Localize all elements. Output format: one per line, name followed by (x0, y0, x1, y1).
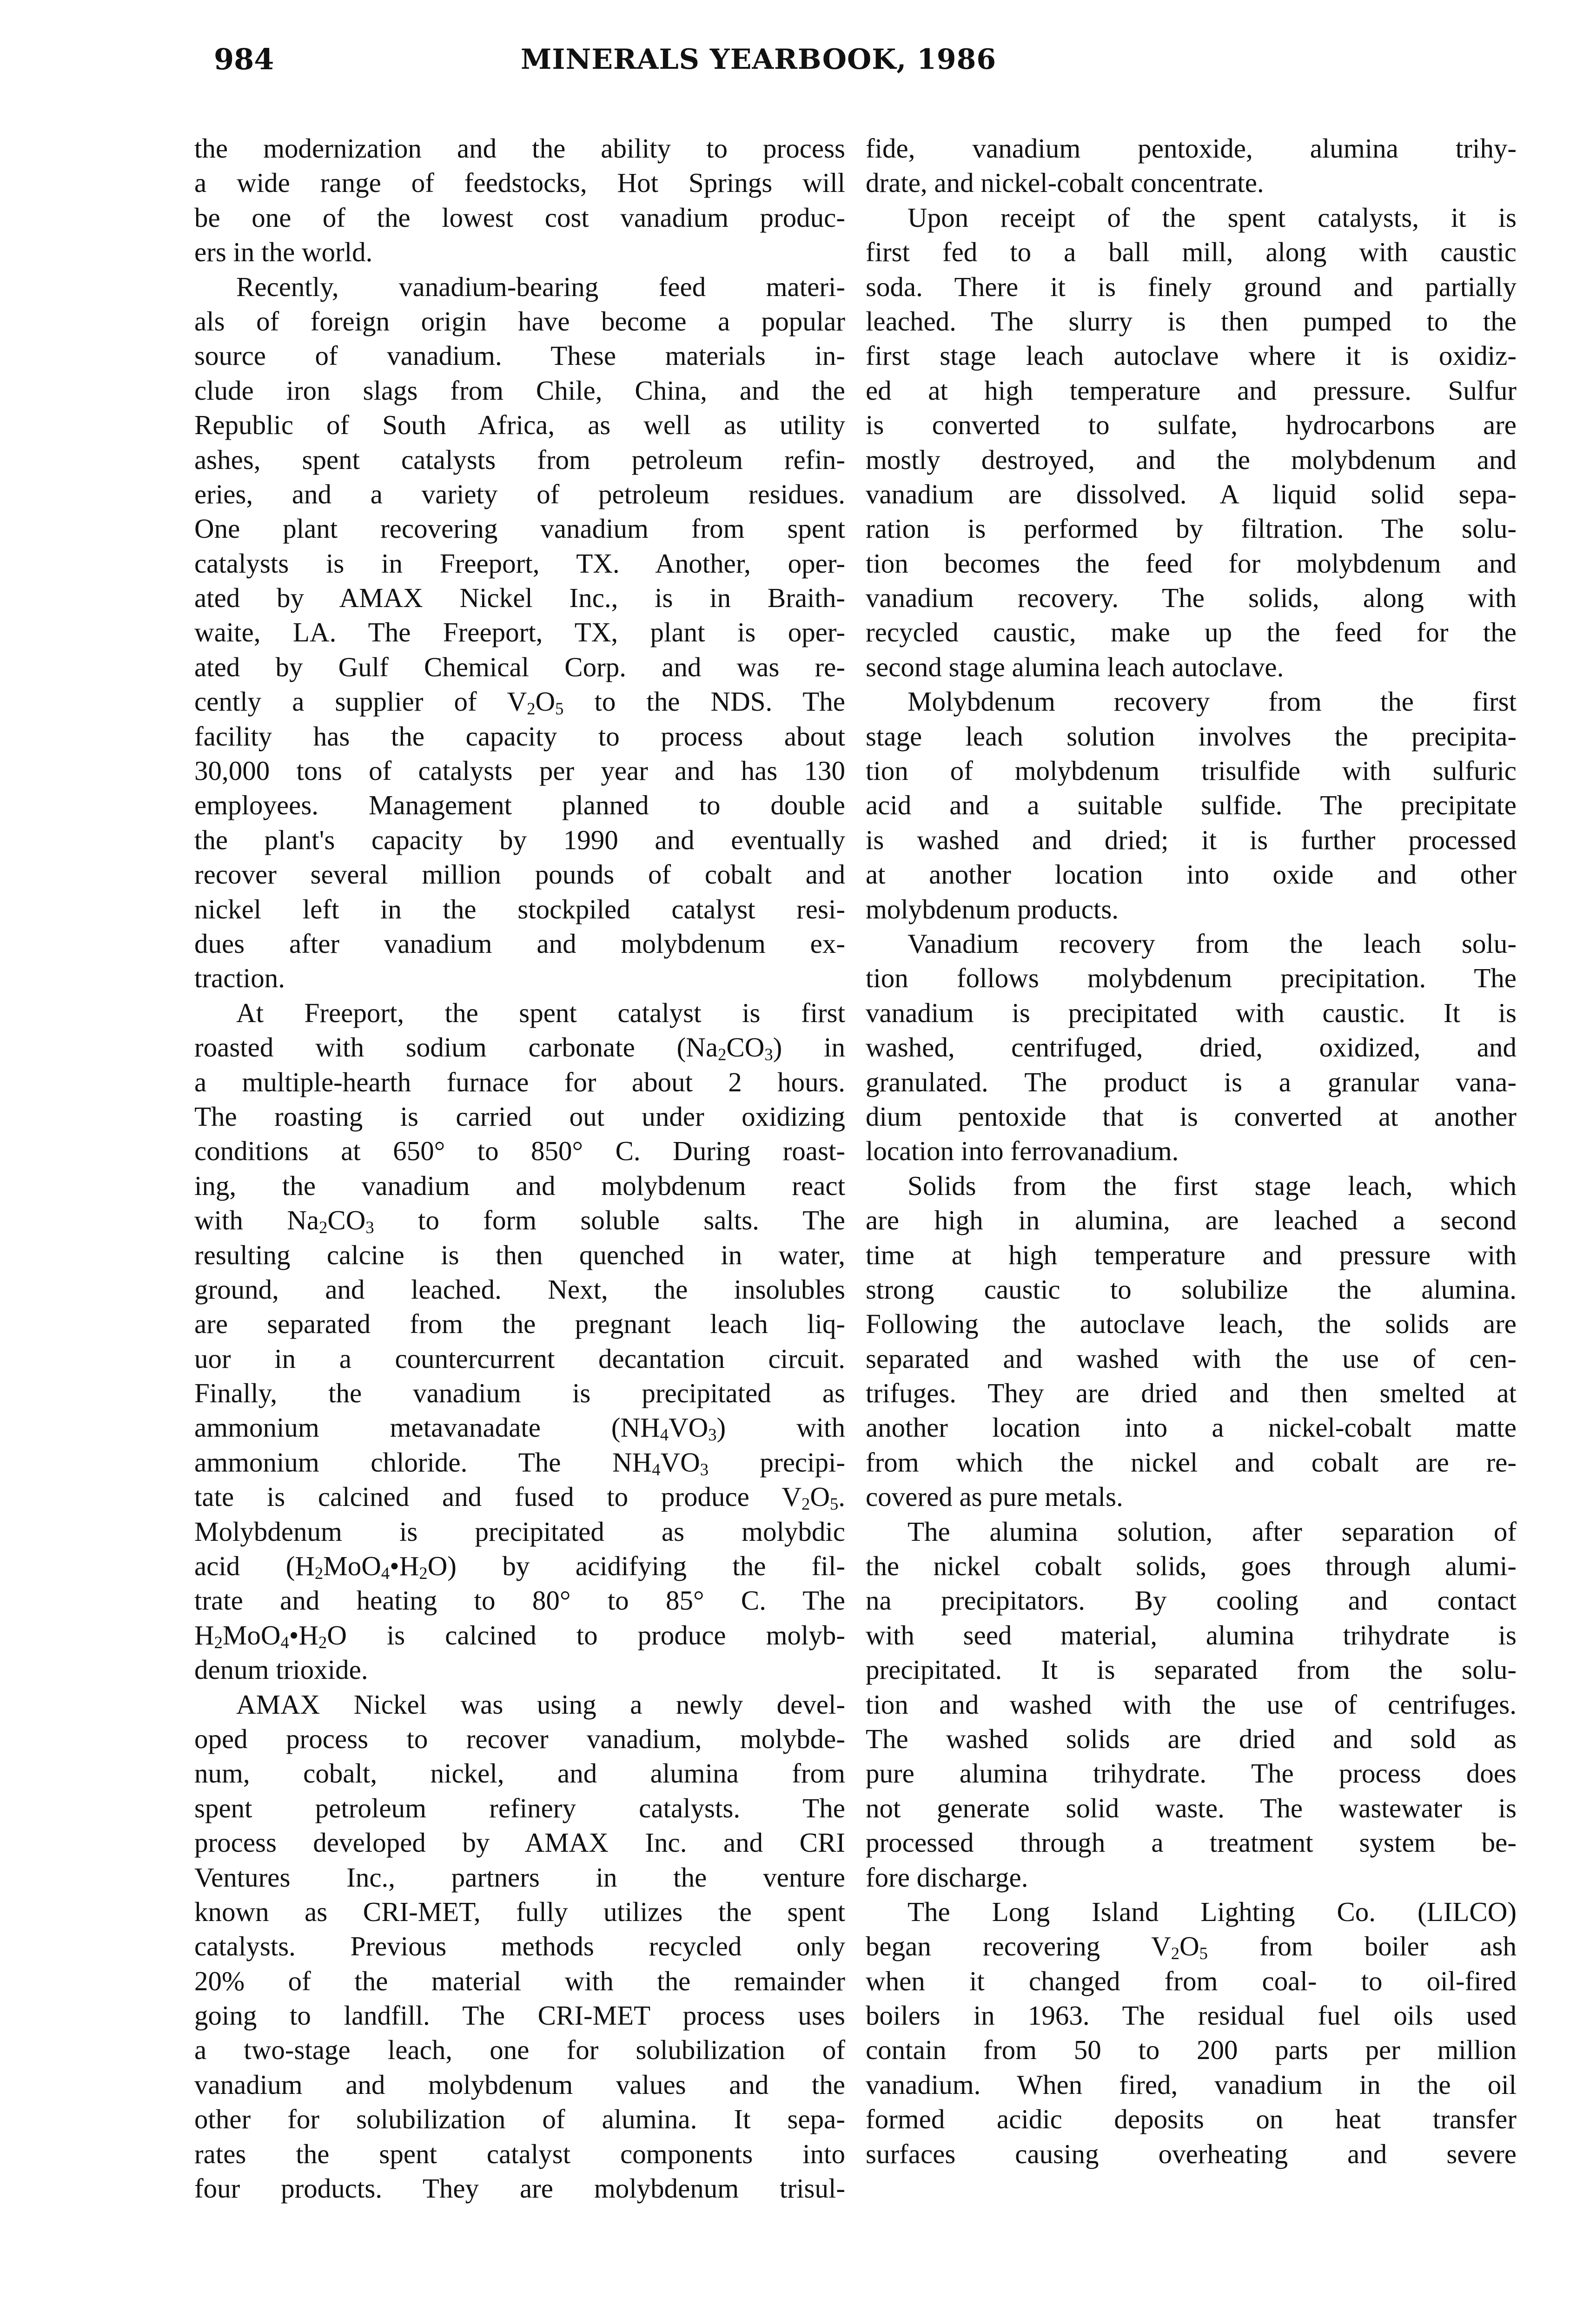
text-line: from which the nickel and cobalt are re- (866, 1446, 1517, 1478)
text-line: als of foreign origin have become a popular (194, 305, 845, 337)
text-line: known as CRI-MET, fully utilizes the spent (194, 1896, 845, 1927)
text-line: $H_2MoO_4•H_2O$ is calcined to produce molyb- (194, 1619, 845, 1652)
text-line: the modernization and the ability to process (194, 133, 845, 164)
text-line: spent petroleum refinery catalysts. The (194, 1792, 845, 1823)
text-line: At Freeport, the spent catalyst is first (236, 997, 845, 1028)
text-line: traction. (194, 963, 285, 994)
text-line: source of vanadium. These materials in- (194, 340, 845, 371)
text-line: boilers in 1963. The residual fuel oils used (866, 2000, 1517, 2031)
text-line: nickel left in the stockpiled catalyst resi- (194, 893, 845, 924)
text-line: location into ferrovanadium. (866, 1136, 1179, 1167)
text-line: rates the spent catalyst components into (194, 2138, 845, 2169)
text-line: fide, vanadium pentoxide, alumina trihy- (866, 133, 1517, 164)
text-line: trifuges. They are dried and then smelted at (866, 1378, 1517, 1409)
text-line: Vanadium recovery from the leach solu- (907, 928, 1517, 959)
text-line: a two-stage leach, one for solubilization of (194, 2034, 845, 2066)
text-line: fore discharge. (866, 1862, 1028, 1893)
text-line: washed, centrifuged, dried, oxidized, and (866, 1032, 1517, 1063)
text-line: ated by AMAX Nickel Inc., is in Braith- (194, 582, 845, 614)
text-line: ammonium chloride. The $NH_4VO_3$ precipi- (194, 1446, 846, 1479)
text-line: stage leach solution involves the precipita- (866, 720, 1517, 752)
text-line: separated and washed with the use of cen- (866, 1343, 1517, 1374)
text-line: trate and heating to 80° to 85° C. The (194, 1585, 845, 1616)
text-line: ers in the world. (194, 237, 373, 268)
text-line: first stage leach autoclave where it is oxidiz- (866, 340, 1517, 371)
text-line: with seed material, alumina trihydrate is (866, 1619, 1517, 1651)
text-line: molybdenum products. (866, 893, 1119, 924)
text-line: first fed to a ball mill, along with caustic (866, 237, 1517, 268)
text-line: catalysts is in Freeport, TX. Another, oper- (194, 548, 845, 579)
text-line: are separated from the pregnant leach liq- (194, 1308, 845, 1340)
text-line: ashes, spent catalysts from petroleum refin- (194, 444, 845, 475)
running-head (214, 41, 1083, 78)
text-line: AMAX Nickel was using a newly devel- (236, 1689, 845, 1720)
text-line: The Long Island Lighting Co. (LILCO) (907, 1896, 1517, 1927)
text-line: ammonium metavanadate $(NH_4VO_3)$ with (194, 1412, 845, 1445)
page-number: 984 (214, 42, 274, 76)
text-line: other for solubilization of alumina. It sepa- (194, 2104, 845, 2135)
left-column (194, 131, 845, 2205)
text-line: at another location into oxide and other (866, 859, 1517, 890)
text-line: leached. The slurry is then pumped to the (866, 305, 1517, 337)
text-line: ground, and leached. Next, the insolubles (194, 1274, 845, 1305)
text-line: mostly destroyed, and the molybdenum and (866, 444, 1517, 475)
text-line: contain from 50 to 200 parts per million (866, 2034, 1517, 2066)
text-line: Ventures Inc., partners in the venture (194, 1862, 845, 1893)
text-line: employees. Management planned to double (194, 790, 845, 821)
text-line: formed acidic deposits on heat transfer (866, 2104, 1517, 2135)
text-line: ed at high temperature and pressure. Sulfur (866, 375, 1517, 406)
text-line: Republic of South Africa, as well as utility (194, 409, 845, 441)
text-line: tion and washed with the use of centrifuges. (866, 1689, 1517, 1720)
text-line: vanadium are dissolved. A liquid solid sepa- (866, 478, 1517, 509)
text-line: acid and a suitable sulfide. The precipitate (866, 790, 1517, 821)
text-line: time at high temperature and pressure with (866, 1239, 1517, 1270)
text-line: pure alumina trihydrate. The process does (866, 1758, 1517, 1789)
text-line: not generate solid waste. The wastewater is (866, 1792, 1517, 1823)
text-line: Following the autoclave leach, the solids are (866, 1308, 1517, 1340)
text-line: drate, and nickel-cobalt concentrate. (866, 167, 1264, 198)
text-line: going to landfill. The CRI-MET process uses (194, 2000, 845, 2031)
text-line: tion follows molybdenum precipitation. The (866, 963, 1517, 994)
running-title: MINERALS YEARBOOK, 1986 (521, 43, 997, 76)
text-line: waite, LA. The Freeport, TX, plant is oper- (194, 617, 845, 648)
text-line: catalysts. Previous methods recycled only (194, 1931, 845, 1962)
text-line: soda. There it is finely ground and partially (866, 271, 1517, 302)
text-line: The roasting is carried out under oxidizing (194, 1101, 845, 1132)
text-line: second stage alumina leach autoclave. (866, 651, 1284, 682)
text-line: be one of the lowest cost vanadium produc- (194, 202, 845, 233)
text-line: precipitated. It is separated from the solu- (866, 1654, 1517, 1685)
text-line: covered as pure metals. (866, 1481, 1123, 1512)
text-line: na precipitators. By cooling and contact (866, 1585, 1517, 1616)
text-line: the nickel cobalt solids, goes through alumi- (866, 1551, 1517, 1582)
text-line: is converted to sulfate, hydrocarbons are (866, 409, 1517, 441)
text-line: 30,000 tons of catalysts per year and has 130 (194, 755, 845, 786)
text-line: granulated. The product is a granular vana- (866, 1066, 1517, 1097)
text-line: num, cobalt, nickel, and alumina from (194, 1758, 845, 1789)
text-line: processed through a treatment system be- (866, 1827, 1517, 1858)
text-line: began recovering $V_2O_5$ from boiler ash (866, 1931, 1517, 1963)
text-line: resulting calcine is then quenched in water, (194, 1239, 845, 1270)
text-line: acid $(H_2MoO_4•H_2O)$ by acidifying the fil- (194, 1551, 845, 1583)
text-line: the plant's capacity by 1990 and eventually (194, 824, 845, 855)
text-line: oped process to recover vanadium, molybde- (194, 1723, 845, 1754)
text-line: 20% of the material with the remainder (194, 1965, 845, 1996)
text-line: ated by Gulf Chemical Corp. and was re- (194, 651, 845, 682)
text-line: strong caustic to solubilize the alumina. (866, 1274, 1517, 1305)
text-line: tate is calcined and fused to produce $V_2O_5$. (194, 1481, 845, 1514)
text-line: Molybdenum recovery from the first (907, 686, 1517, 717)
text-line: vanadium. When fired, vanadium in the oil (866, 2069, 1517, 2100)
text-line: vanadium recovery. The solids, along with (866, 582, 1517, 614)
text-line: uor in a countercurrent decantation circuit. (194, 1343, 845, 1374)
text-line: conditions at 650° to 850° C. During roast- (194, 1136, 845, 1167)
text-line: roasted with sodium carbonate $(Na_2CO_3)$ in (194, 1032, 845, 1064)
text-line: denum trioxide. (194, 1654, 368, 1685)
text-line: are high in alumina, are leached a second (866, 1205, 1517, 1236)
text-line: another location into a nickel-cobalt matte (866, 1412, 1517, 1443)
text-line: Recently, vanadium-bearing feed materi- (236, 271, 845, 302)
text-line: Molybdenum is precipitated as molybdic (194, 1516, 845, 1547)
text-line: tion of molybdenum trisulfide with sulfuric (866, 755, 1517, 786)
text-line: ing, the vanadium and molybdenum react (194, 1170, 845, 1201)
text-line: dium pentoxide that is converted at another (866, 1101, 1517, 1132)
text-line: surfaces causing overheating and severe (866, 2138, 1517, 2169)
text-line: eries, and a variety of petroleum residues. (194, 478, 845, 509)
text-line: with $Na_2CO_3$ to form soluble salts. The (194, 1205, 845, 1237)
text-line: recycled caustic, make up the feed for the (866, 617, 1517, 648)
text-line: dues after vanadium and molybdenum ex- (194, 928, 845, 959)
text-line: Upon receipt of the spent catalysts, it is (907, 202, 1517, 233)
text-line: The washed solids are dried and sold as (866, 1723, 1517, 1754)
text-line: when it changed from coal- to oil-fired (866, 1965, 1517, 1996)
text-line: Finally, the vanadium is precipitated as (194, 1378, 845, 1409)
text-line: is washed and dried; it is further processed (866, 824, 1517, 855)
text-line: recover several million pounds of cobalt and (194, 859, 845, 890)
text-line: a wide range of feedstocks, Hot Springs will (194, 167, 845, 198)
text-line: ration is performed by filtration. The solu- (866, 513, 1517, 544)
text-line: four products. They are molybdenum trisul- (194, 2173, 845, 2204)
text-line: tion becomes the feed for molybdenum and (866, 548, 1517, 579)
text-line: The alumina solution, after separation of (907, 1516, 1517, 1547)
text-line: process developed by AMAX Inc. and CRI (194, 1827, 845, 1858)
text-line: vanadium is precipitated with caustic. It is (866, 997, 1517, 1028)
text-line: facility has the capacity to process about (194, 720, 845, 752)
text-line: Solids from the first stage leach, which (907, 1170, 1517, 1201)
text-line: clude iron slags from Chile, China, and the (194, 375, 845, 406)
text-line: One plant recovering vanadium from spent (194, 513, 845, 544)
right-column (866, 131, 1517, 2171)
text-line: cently a supplier of $V_2O_5$ to the NDS. The (194, 686, 845, 719)
text-line: a multiple-hearth furnace for about 2 hours. (194, 1066, 845, 1097)
text-line: vanadium and molybdenum values and the (194, 2069, 845, 2100)
